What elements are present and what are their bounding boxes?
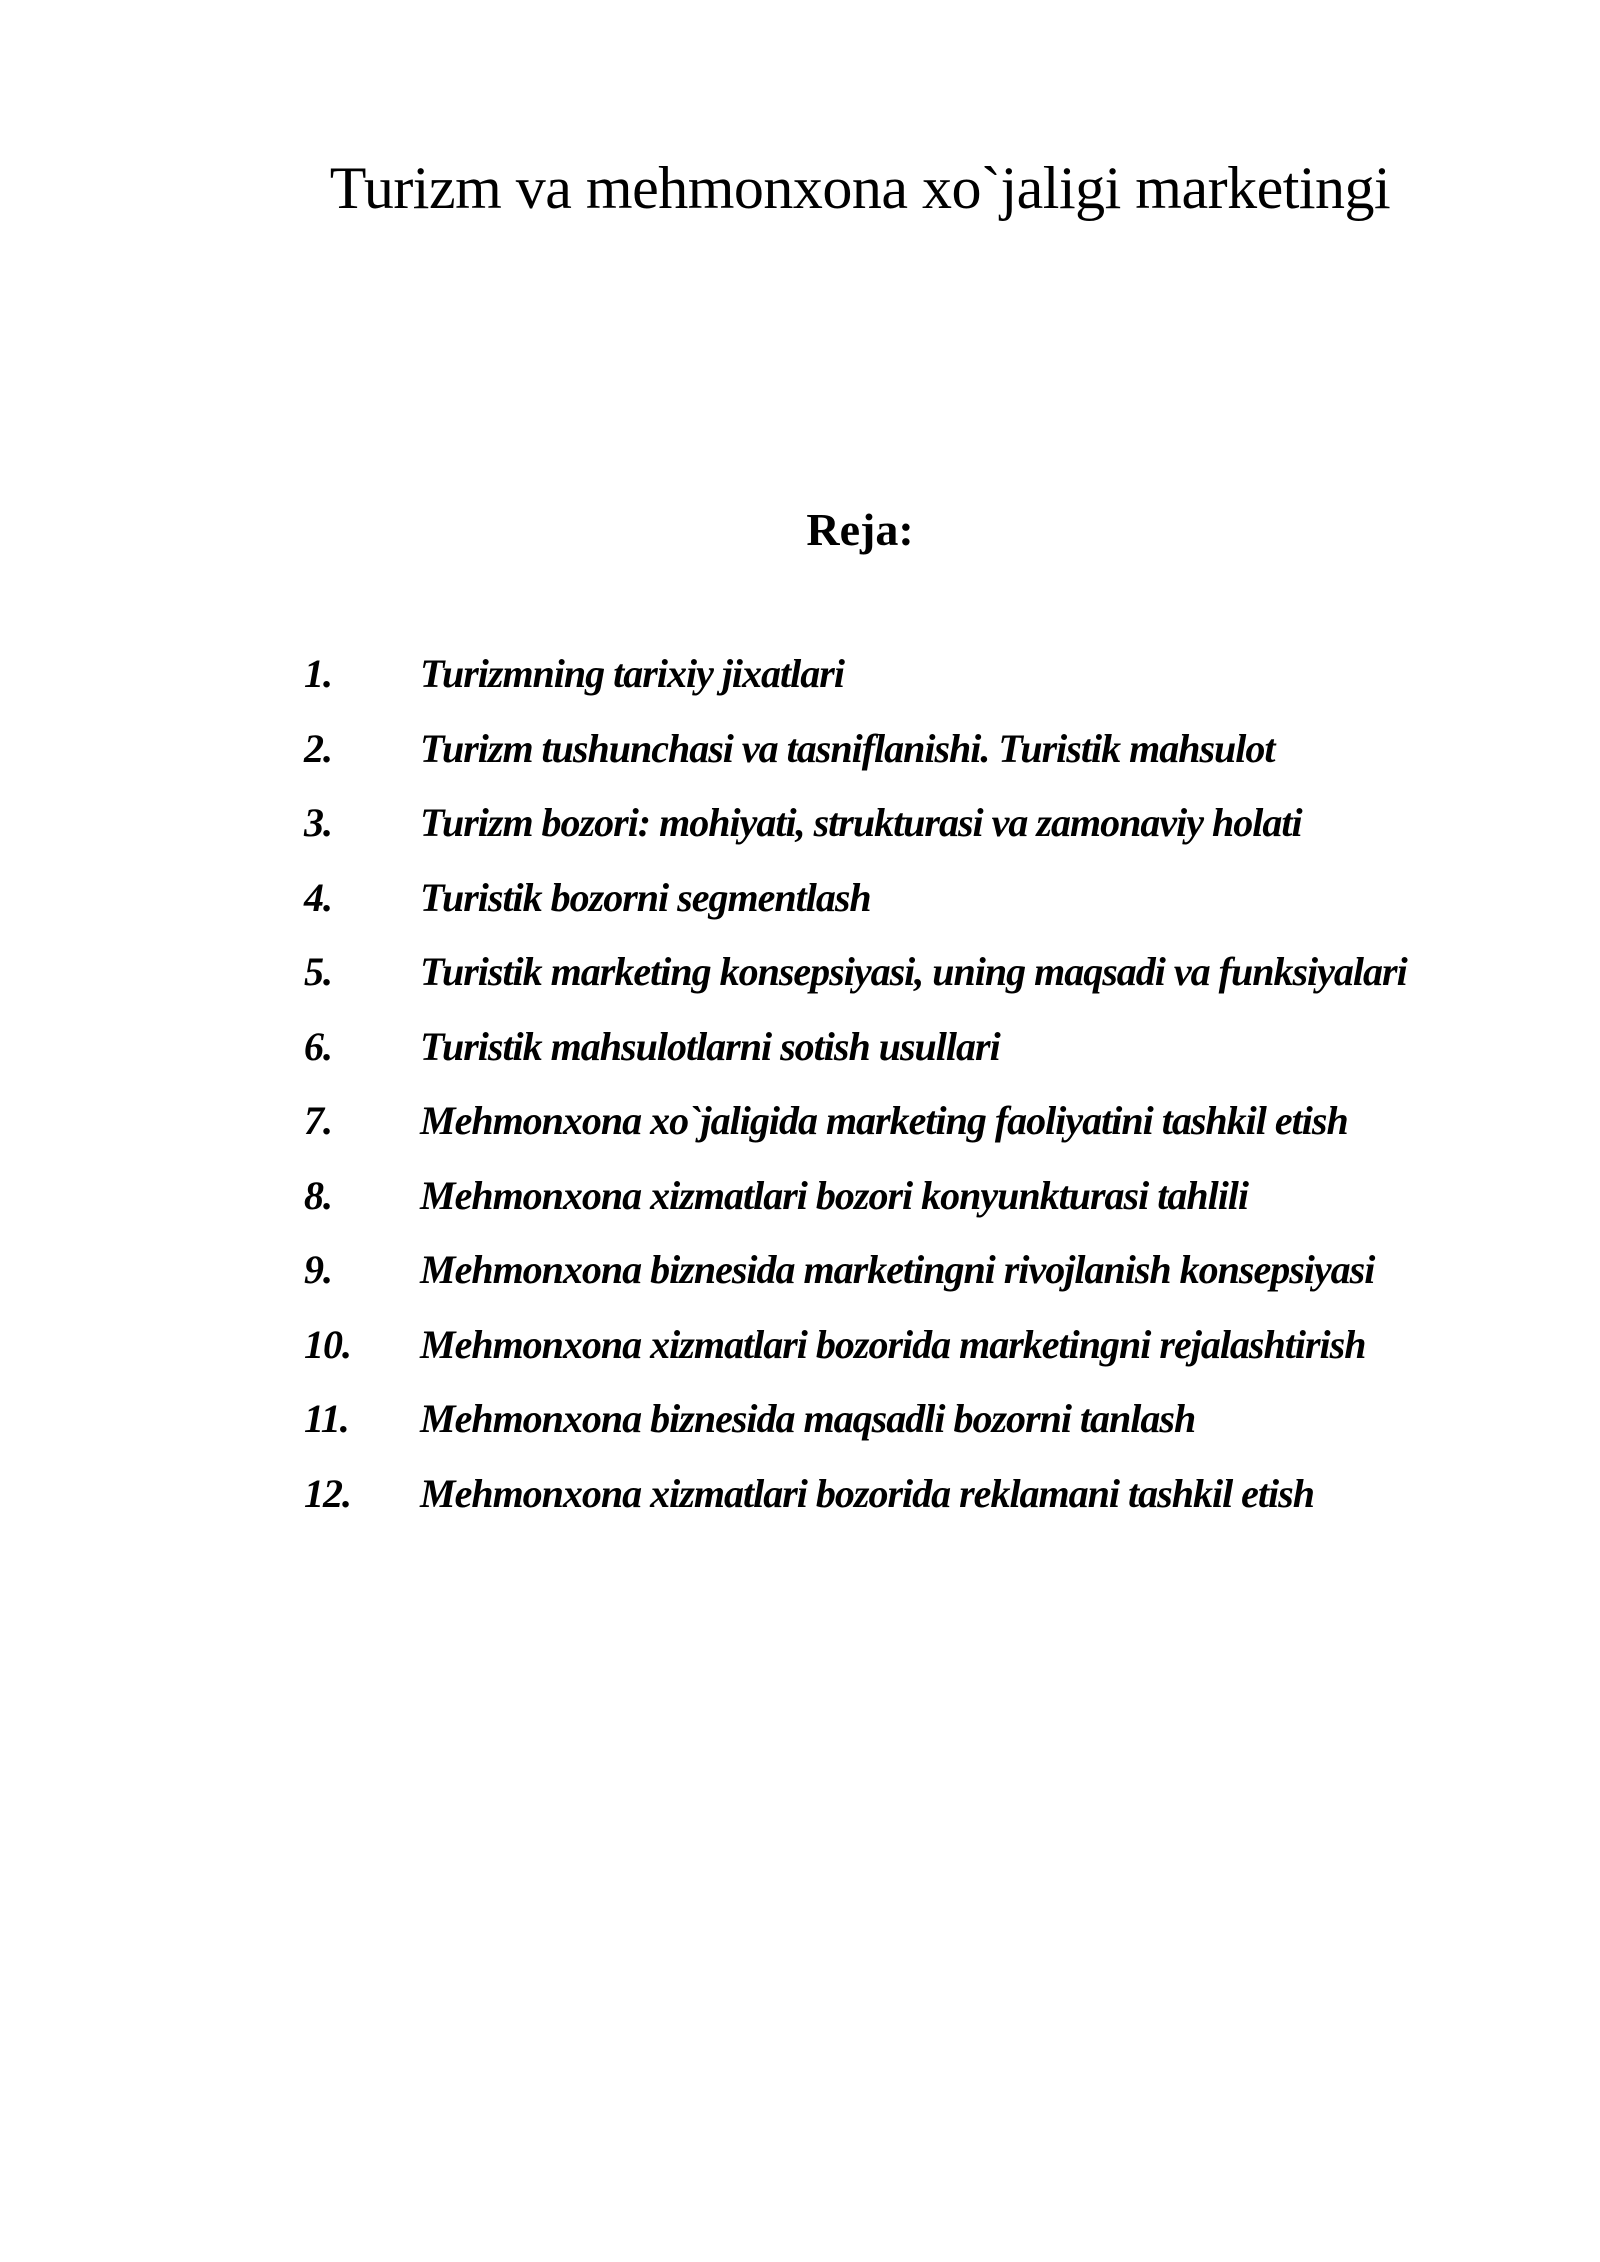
list-item-number: 11. xyxy=(304,1396,349,1441)
list-item xyxy=(304,1395,1554,1470)
list-item xyxy=(304,1246,1554,1321)
list-item-text: Turizm tushunchasi va tasniflanishi. Turistik mahsulot xyxy=(420,725,1275,771)
list-item-number: 4. xyxy=(304,874,332,920)
list-item-text: Mehmonxona xizmatlari bozori konyunkturasi tahlili xyxy=(420,1172,1249,1218)
list-item xyxy=(304,948,1554,1023)
list-item-text: Mehmonxona biznesida marketingni rivojlanish konsepsiyasi xyxy=(420,1247,1375,1292)
list-item-number: 2. xyxy=(304,725,332,771)
list-item-text: Mehmonxona biznesida maqsadli bozorni tanlash xyxy=(420,1396,1196,1441)
list-item-text: Turistik mahsulotlarni sotish usullari xyxy=(420,1023,1000,1069)
list-item-number: 10. xyxy=(304,1321,351,1367)
list-item-number: 1. xyxy=(304,651,332,696)
list-item-text: Turizmning tarixiy jixatlari xyxy=(420,651,844,696)
list-item-text: Mehmonxona xizmatlari bozorida reklamani tashkil etish xyxy=(420,1470,1314,1516)
list-item-text: Turistik bozorni segmentlash xyxy=(420,874,871,920)
list-item xyxy=(304,1172,1554,1247)
plan-heading: Reja: xyxy=(806,504,914,555)
list-item xyxy=(304,725,1554,800)
list-item-number: 12. xyxy=(304,1470,351,1516)
list-item xyxy=(304,1023,1554,1098)
list-item-number: 8. xyxy=(304,1172,332,1218)
list-item xyxy=(304,1097,1554,1172)
list-item-text: Mehmonxona xo`jaligida marketing faoliyatini tashkil etish xyxy=(420,1098,1348,1143)
list-item-number: 5. xyxy=(304,949,332,994)
list-item-text: Turizm bozori: mohiyati, strukturasi va zamonaviy holati xyxy=(420,800,1302,845)
list-item xyxy=(304,1470,1554,1545)
list-item xyxy=(304,1321,1554,1396)
list-item xyxy=(304,799,1554,874)
plan-list xyxy=(304,650,1554,1544)
page-title: Turizm va mehmonxona xo`jaligi marketingi xyxy=(329,155,1391,221)
list-item-number: 3. xyxy=(304,800,332,845)
list-item-text: Turistik marketing konsepsiyasi, uning maqsadi va funksiyalari xyxy=(420,949,1407,994)
list-item-number: 6. xyxy=(304,1023,332,1069)
list-item xyxy=(304,650,1554,725)
list-item-text: Mehmonxona xizmatlari bozorida marketingni rejalashtirish xyxy=(420,1321,1366,1367)
list-item xyxy=(304,874,1554,949)
list-item-number: 7. xyxy=(304,1098,332,1143)
list-item-number: 9. xyxy=(304,1247,332,1292)
